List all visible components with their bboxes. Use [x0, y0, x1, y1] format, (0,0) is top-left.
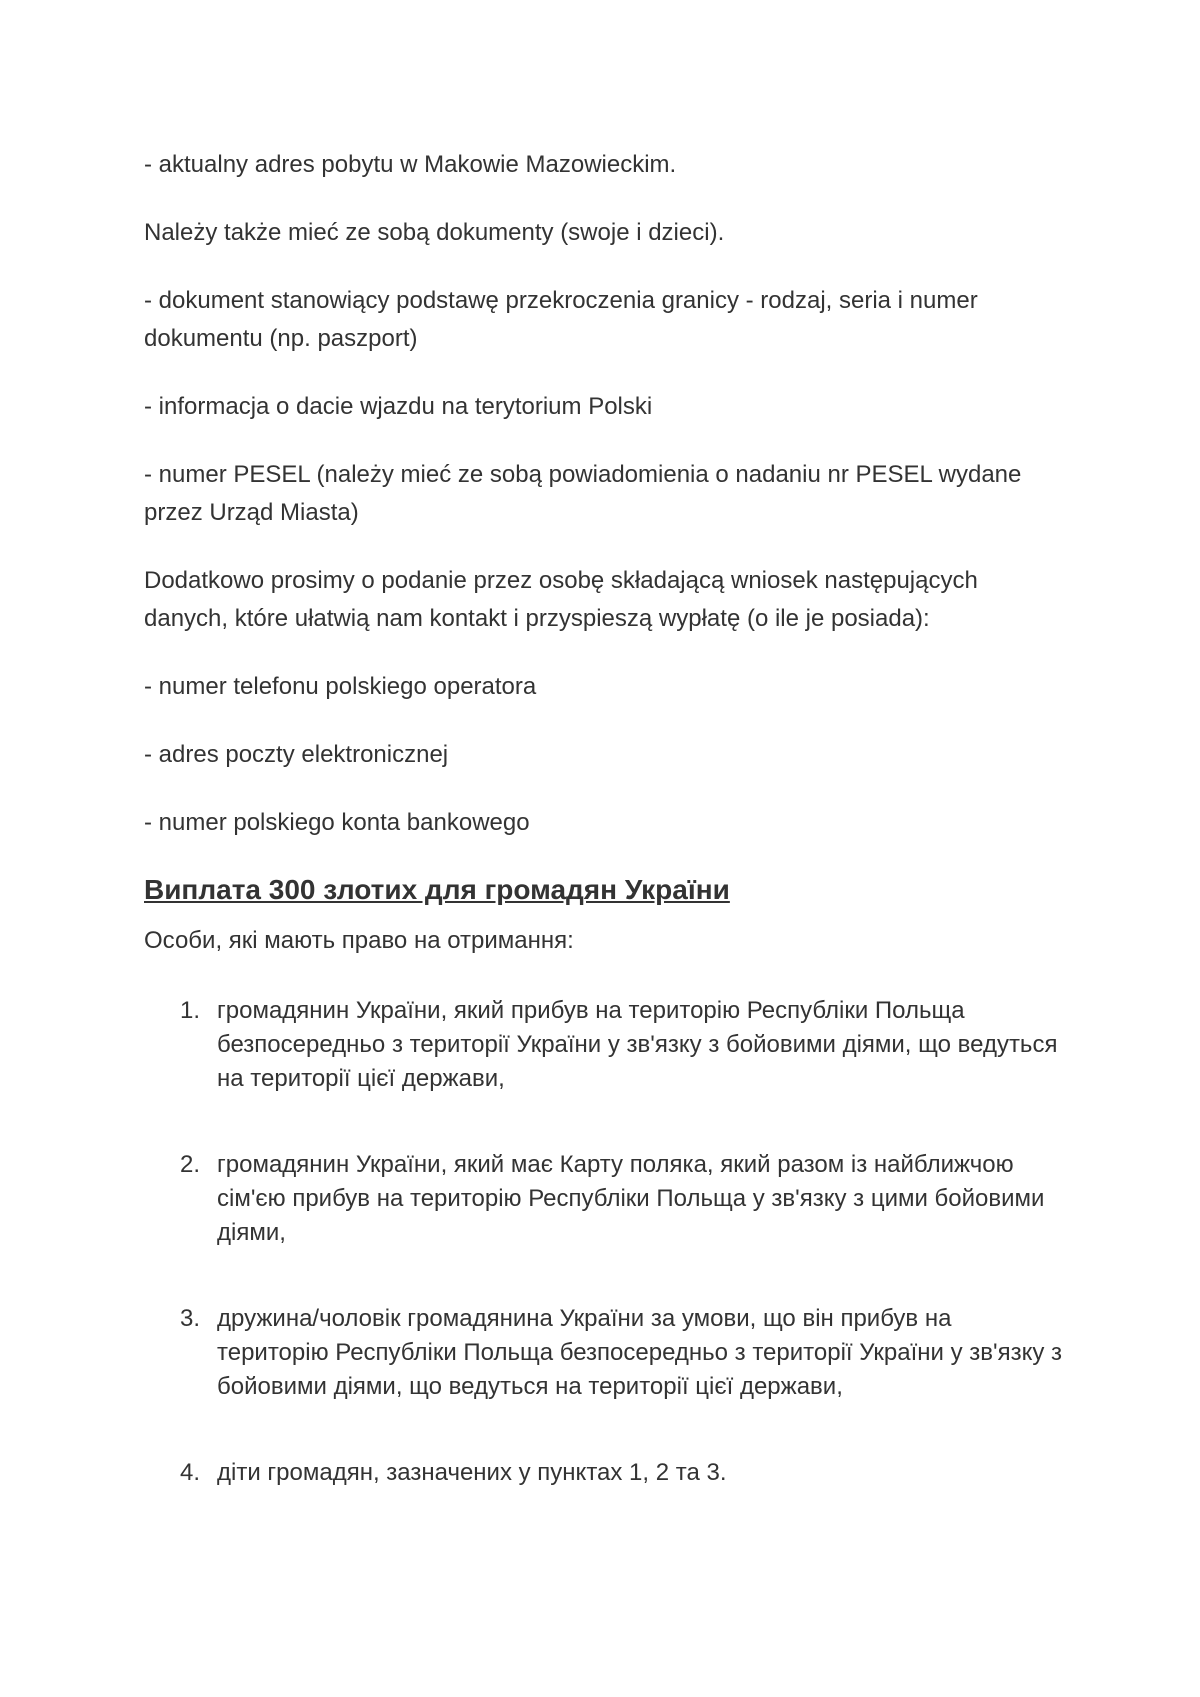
section-intro: Особи, які мають право на отримання:	[144, 927, 574, 954]
paragraph-documents-note: Należy także mieć ze sobą dokumenty (swoje i dzieci).	[144, 219, 725, 246]
paragraph-address: - aktualny adres pobytu w Makowie Mazowieckim.	[144, 151, 677, 178]
list-item	[144, 994, 1064, 1096]
paragraph-entry-date: - informacja o dacie wjazdu na terytorium Polski	[144, 393, 653, 420]
list-item-number: 1.	[180, 997, 201, 1024]
list-item-text: громадянин України, який має Карту поляка, який разом із найближчою сім'єю прибув на територію Республіки Польща у зв'язку з цими бойовими діями,	[217, 1151, 1045, 1246]
document-page	[144, 146, 1064, 1542]
list-item	[144, 1456, 1064, 1490]
list-item-text: діти громадян, зазначених у пунктах 1, 2 та 3.	[217, 1459, 727, 1486]
list-item-text: громадянин України, який прибув на територію Республіки Польща безпосередньо з території України у зв'язку з бойовими діями, що ведуться на території цієї держави,	[217, 997, 1058, 1092]
paragraph-additional-data: Dodatkowo prosimy o podanie przez osobę składającą wniosek następujących danych, które ułatwią nam kontakt i przyspieszą wypłatę (o ile je posiada):	[144, 567, 978, 632]
paragraph-email: - adres poczty elektronicznej	[144, 741, 449, 768]
paragraph-bank-account: - numer polskiego konta bankowego	[144, 809, 530, 836]
section-heading: Виплата 300 злотих для громадян України	[144, 874, 730, 905]
eligibility-list	[144, 994, 1064, 1490]
list-item-text: дружина/чоловік громадянина України за умови, що він прибув на територію Республіки Польща безпосередньо з території України у зв'язку з бойовими діями, що ведуться на території цієї держави,	[217, 1305, 1063, 1400]
list-item	[144, 1148, 1064, 1250]
paragraph-phone: - numer telefonu polskiego operatora	[144, 673, 537, 700]
paragraph-pesel: - numer PESEL (należy mieć ze sobą powiadomienia o nadaniu nr PESEL wydane przez Urząd Miasta)	[144, 461, 1022, 526]
list-item	[144, 1302, 1064, 1404]
list-item-number: 4.	[180, 1459, 201, 1486]
list-item-number: 2.	[180, 1151, 201, 1178]
paragraph-border-document: - dokument stanowiący podstawę przekroczenia granicy - rodzaj, seria i numer dokumentu (np. paszport)	[144, 287, 978, 352]
list-item-number: 3.	[180, 1305, 201, 1332]
